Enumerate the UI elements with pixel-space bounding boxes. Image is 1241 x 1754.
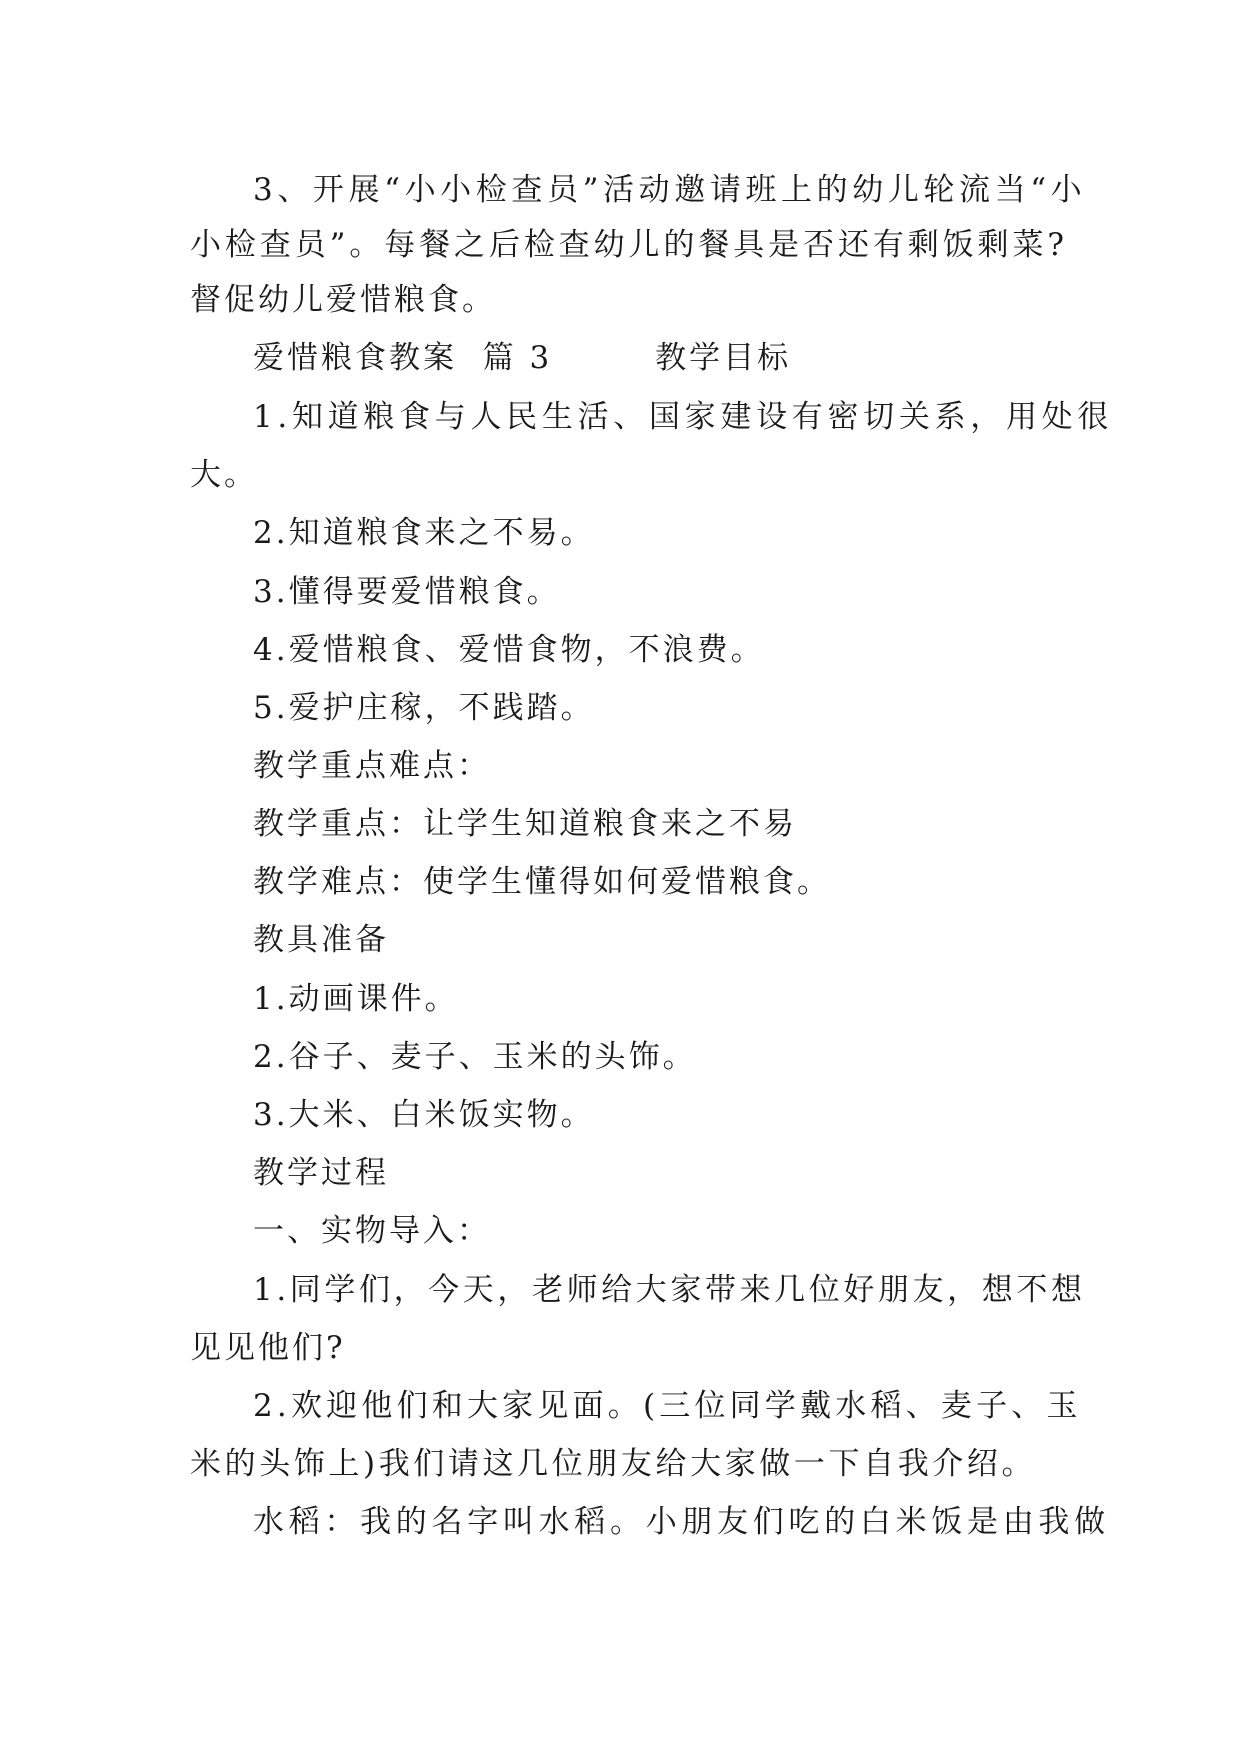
- text-line: 1.同学们，今天，老师给大家带来几位好朋友，想不想: [253, 1272, 1086, 1308]
- text-line: 教学重点：让学生知道粮食来之不易: [253, 806, 797, 842]
- subheading: 教具准备: [253, 922, 389, 958]
- subheading: 一、实物导入：: [253, 1213, 491, 1249]
- list-item: 3.大米、白米饭实物。: [253, 1097, 595, 1133]
- text-line: 2.欢迎他们和大家见面。(三位同学戴水稻、麦子、玉: [253, 1388, 1082, 1424]
- text-line: 小检查员”。每餐之后检查幼儿的餐具是否还有剩饭剩菜?: [190, 227, 1068, 263]
- subheading: 教学重点难点：: [253, 748, 491, 784]
- list-item: 4.爱惜粮食、爱惜食物，不浪费。: [253, 632, 765, 668]
- list-item: 2.谷子、麦子、玉米的头饰。: [253, 1039, 697, 1075]
- text-line: 督促幼儿爱惜粮食。: [190, 282, 496, 318]
- text-line: 水稻：我的名字叫水稻。小朋友们吃的白米饭是由我做: [253, 1504, 1110, 1540]
- section-heading: 爱惜粮食教案 篇 3 教学目标: [253, 340, 792, 376]
- list-item: 1.动画课件。: [253, 981, 459, 1017]
- text-line: 大。: [190, 457, 258, 493]
- text-line: 3、开展“小小检查员”活动邀请班上的幼儿轮流当“小: [253, 172, 1087, 208]
- text-line: 米的头饰上)我们请这几位朋友给大家做一下自我介绍。: [190, 1446, 1037, 1482]
- text-line: 教学难点：使学生懂得如何爱惜粮食。: [253, 864, 831, 900]
- list-item: 5.爱护庄稼，不践踏。: [253, 690, 595, 726]
- list-item: 2.知道粮食来之不易。: [253, 515, 595, 551]
- text-line: 见见他们?: [190, 1330, 346, 1366]
- text-line: 1.知道粮食与人民生活、国家建设有密切关系，用处很: [253, 399, 1114, 435]
- list-item: 3.懂得要爱惜粮食。: [253, 574, 561, 610]
- subheading: 教学过程: [253, 1155, 389, 1191]
